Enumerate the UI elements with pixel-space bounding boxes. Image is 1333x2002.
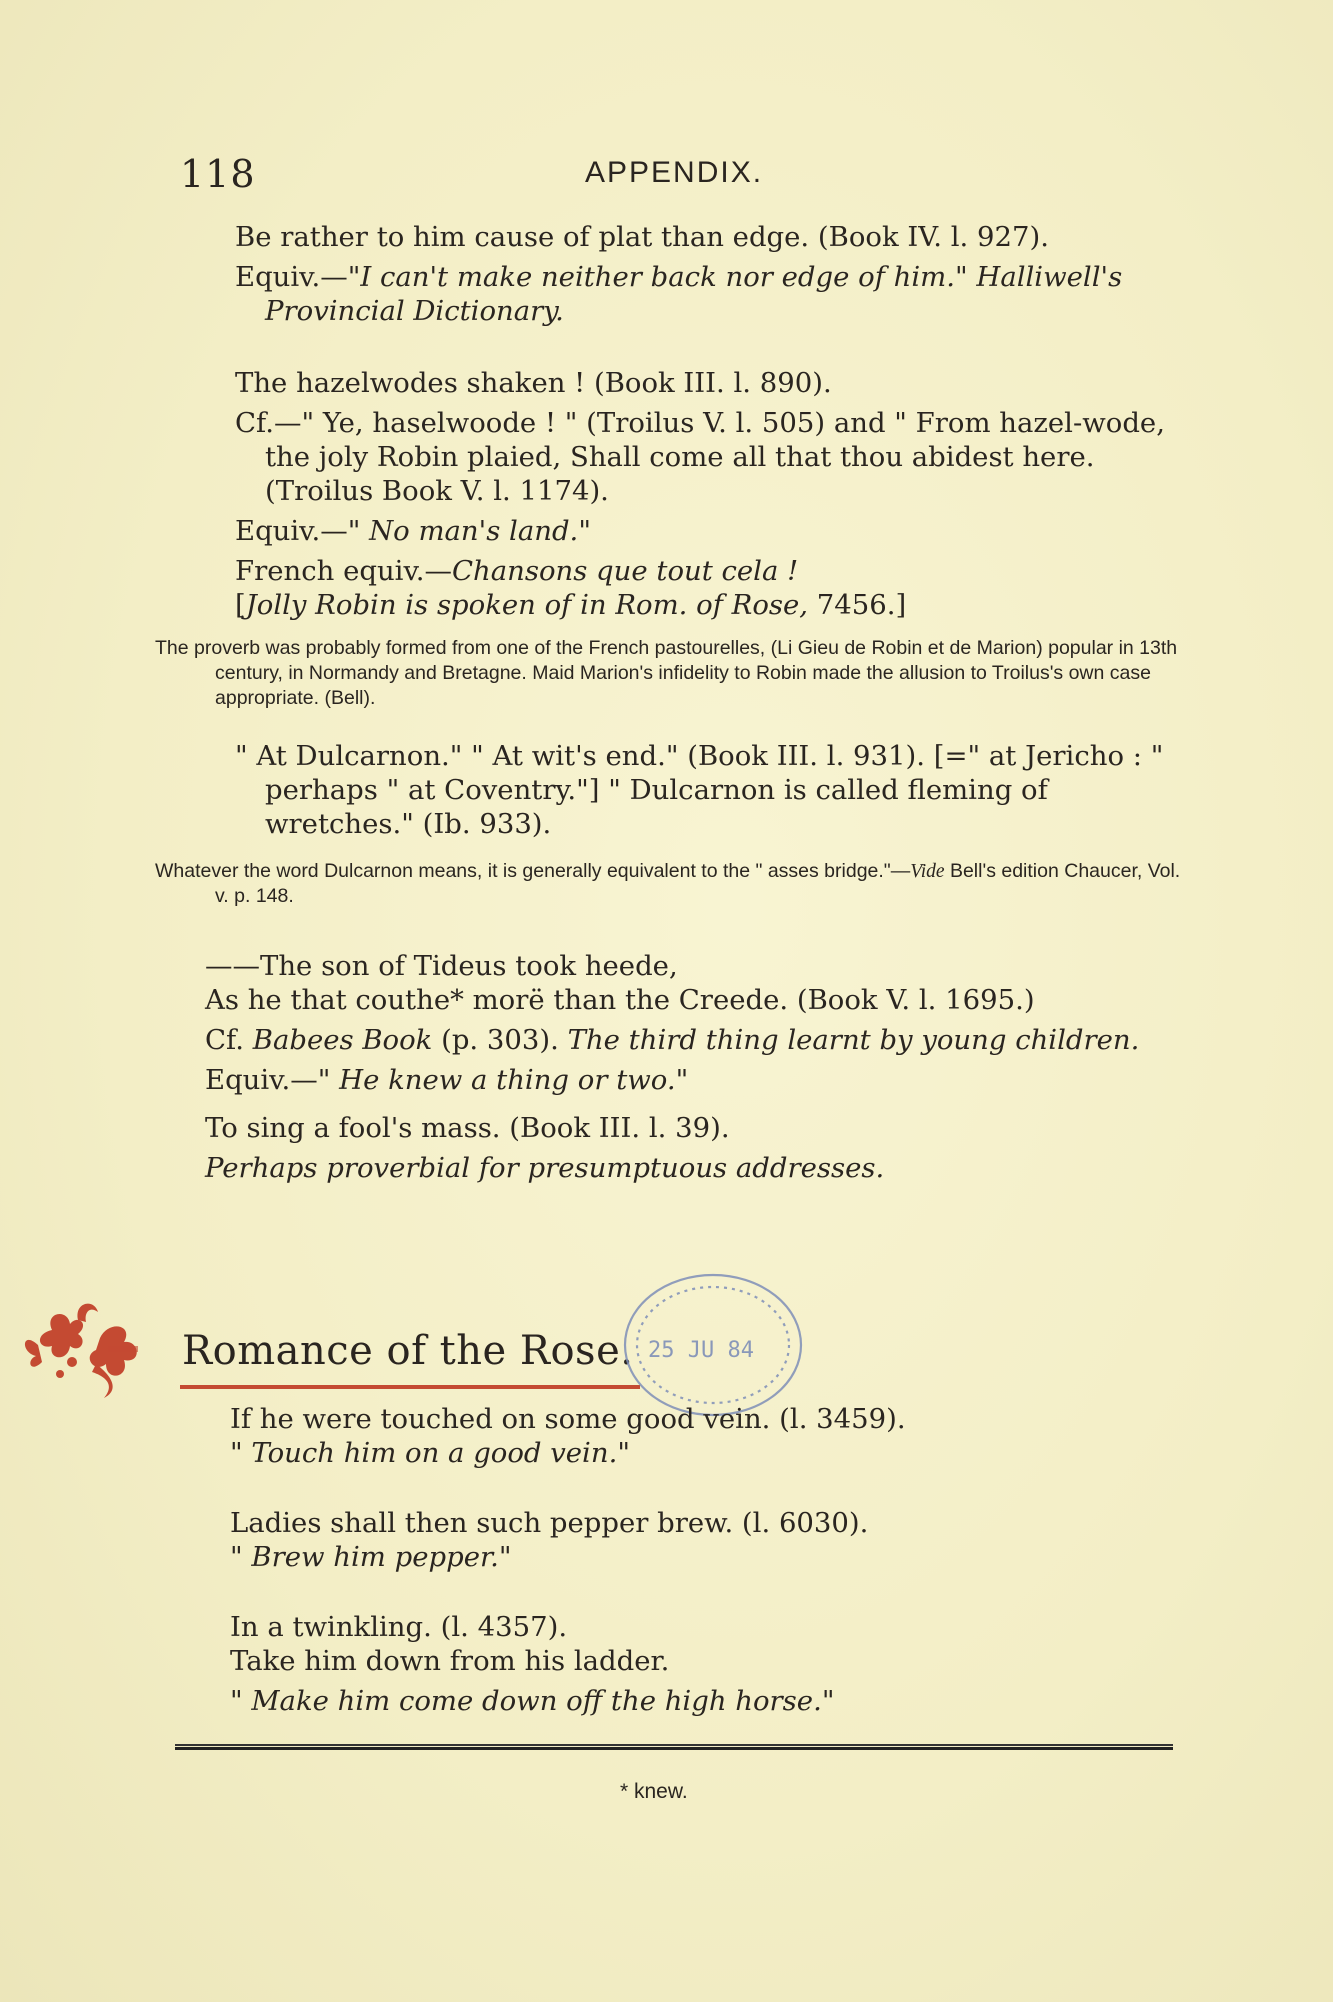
text-line: To sing a fool's mass. (Book III. l. 39). bbox=[205, 1112, 730, 1144]
page-number: 118 bbox=[180, 152, 256, 196]
page-header bbox=[180, 152, 1180, 202]
text-line: Perhaps proverbial for presumptuous addresses. bbox=[205, 1152, 885, 1184]
text-line: Equiv.—"I can't make neither back nor edge of him." Halliwell's Provincial Dictionary. bbox=[235, 261, 1123, 327]
footnote-paragraph: The proverb was probably formed from one of the French pastourelles, (Li Gieu de Robin et de Marion) popular in 13th century, in Normandy and Bretagne. Maid Marion's infidelity to Robin made the allusion to Troilus's own case appropriate. (Bell). bbox=[155, 637, 1178, 709]
entry-dulcarnon bbox=[155, 739, 1195, 909]
text-line: " Make him come down off the high horse." bbox=[230, 1685, 835, 1717]
text-line: ——The son of Tideus took heede, bbox=[205, 950, 678, 982]
section-title: Romance of the Rose. bbox=[182, 1328, 634, 1374]
entry-good-vein bbox=[205, 1402, 1195, 1470]
entry-pepper bbox=[205, 1506, 1195, 1574]
floral-ornament-icon bbox=[8, 1290, 168, 1400]
section-rule bbox=[180, 1385, 640, 1389]
text-line: Cf. Babees Book (p. 303). The third thing learnt by young children. bbox=[205, 1024, 1140, 1056]
text-line: Cf.—" Ye, haselwoode ! " (Troilus V. l. 505) and " From hazel-wode, the joly Robin plaied, Shall come all that thou abidest here. (Troilus Book V. l. 1174). bbox=[235, 407, 1165, 507]
text-line: Equiv.—" No man's land." bbox=[235, 515, 591, 547]
text-line: Take him down from his ladder. bbox=[230, 1645, 670, 1677]
footnote-paragraph: Whatever the word Dulcarnon means, it is generally equivalent to the " asses bridge."—Vide Bell's edition Chaucer, Vol. v. p. 148. bbox=[155, 860, 1181, 907]
text-line: " At Dulcarnon." " At wit's end." (Book III. l. 931). [=" at Jericho : " perhaps " at Coventry."] " Dulcarnon is called fleming of wretches." (Ib. 933). bbox=[235, 740, 1164, 840]
entry-twinkling bbox=[205, 1610, 1195, 1718]
section-heading-romance-of-the-rose bbox=[0, 1290, 1000, 1400]
romance-entries bbox=[205, 1402, 1195, 1748]
text-line: The hazelwodes shaken ! (Book III. l. 890). bbox=[235, 367, 832, 399]
footnote: * knew. bbox=[620, 1780, 688, 1803]
text-line: Equiv.—" He knew a thing or two." bbox=[205, 1064, 689, 1096]
footnote-rule bbox=[175, 1744, 1173, 1750]
text-line: [Jolly Robin is spoken of in Rom. of Rose, 7456.] bbox=[235, 589, 907, 621]
entry-plat-than-edge bbox=[205, 220, 1195, 328]
stamp-date: 25 JU 84 bbox=[648, 1338, 754, 1363]
entry-hazelwodes bbox=[155, 366, 1195, 711]
text-line: French equiv.—Chansons que tout cela ! bbox=[235, 555, 799, 587]
running-title: APPENDIX. bbox=[585, 156, 764, 189]
text-line: Ladies shall then such pepper brew. (l. 6030). bbox=[230, 1507, 869, 1539]
text-line: Be rather to him cause of plat than edge. (Book IV. l. 927). bbox=[235, 221, 1050, 253]
text-line: If he were touched on some good vein. (l. 3459). bbox=[230, 1403, 906, 1435]
main-text bbox=[155, 220, 1195, 1215]
text-line: " Brew him pepper." bbox=[230, 1541, 512, 1573]
text-line: In a twinkling. (l. 4357). bbox=[230, 1611, 568, 1643]
entry-son-of-tideus bbox=[205, 949, 1195, 1185]
text-line: " Touch him on a good vein." bbox=[230, 1437, 630, 1469]
text-line: As he that couthe* morë than the Creede. (Book V. l. 1695.) bbox=[205, 984, 1035, 1016]
